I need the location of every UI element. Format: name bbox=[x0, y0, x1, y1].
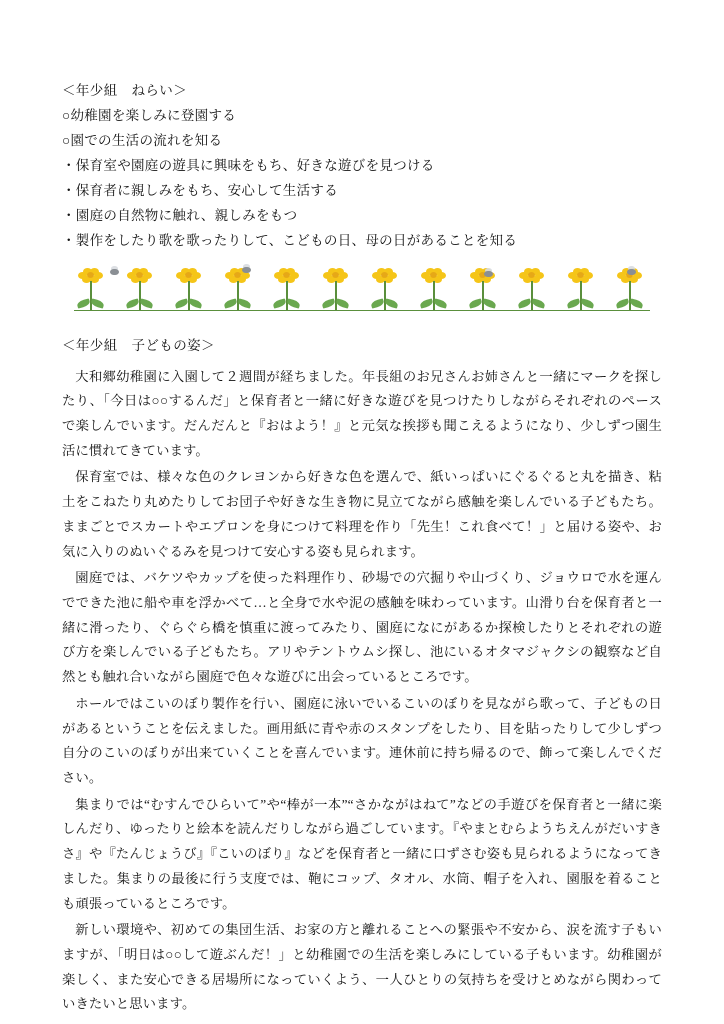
aims-section bbox=[62, 84, 662, 247]
bee-icon bbox=[482, 269, 495, 278]
flower-icon bbox=[74, 265, 108, 311]
flower-icon bbox=[123, 265, 157, 311]
children-section bbox=[62, 339, 662, 1017]
flower-icon bbox=[270, 265, 304, 311]
flower-icon bbox=[515, 265, 549, 311]
children-heading: ＜年少組 子どもの姿＞ bbox=[62, 338, 215, 353]
aims-item: ○園での生活の流れを知る bbox=[62, 132, 223, 148]
aims-item: ・製作をしたり歌を歌ったりして、こどもの日、母の日があることを知る bbox=[62, 232, 518, 248]
paragraph: 大和郷幼稚園に入園して２週間が経ちました。年長組のお兄さんお姉さんと一緒にマークを探したり、「今日は○○するんだ」と保育者と一緒に好きな遊びを見つけたりしながらそれぞれのペースで楽しんでいます。だんだんと『おはよう！』と元気な挨拶も聞こえるようになり、少しずつ園生活に慣れてきています。 bbox=[62, 368, 662, 458]
flower-icon bbox=[417, 265, 451, 311]
bee-icon bbox=[240, 265, 253, 274]
aims-item: ・保育室や園庭の遊具に興味をもち、好きな遊びを見つける bbox=[62, 157, 435, 173]
aims-heading: ＜年少組 ねらい＞ bbox=[62, 83, 188, 98]
paragraph: 新しい環境や、初めての集団生活、お家の方と離れることへの緊張や不安から、涙を流す子もいますが、「明日は○○して遊ぶんだ！」と幼稚園での生活を楽しみにしている子もいます。幼稚園が楽しく、また安心できる居場所になっていくよう、一人ひとりの気持ちを受けとめながら関わっていきたいと思います。 bbox=[62, 922, 662, 1012]
flower-divider-decoration bbox=[62, 261, 662, 323]
aims-item: ○幼稚園を楽しみに登園する bbox=[62, 107, 237, 123]
aims-item: ・保育者に親しみをもち、安心して生活する bbox=[62, 182, 338, 198]
flower-icon bbox=[172, 265, 206, 311]
flower-icon bbox=[368, 265, 402, 311]
paragraph: 園庭では、バケツやカップを使った料理作り、砂場での穴掘りや山づくり、ジョウロで水を運んでできた池に船や車を浮かべて…と全身で水や泥の感触を味わっています。山滑り台を保育者と一緒に滑ったり、ぐらぐら橋を慎重に渡ってみたり、園庭になにがあるか探検したりとそれぞれの遊び方を楽しんでいる子どもたち。アリやテントウムシ探し、池にいるオタマジャクシの観察など自然とも触れ合いながら園庭で色々な遊びに出会っているところです。 bbox=[62, 570, 662, 685]
paragraph: 集まりでは“むすんでひらいて”や“棒が一本”“さかながはねて”などの手遊びを保育者と一緒に楽しんだり、ゆったりと絵本を読んだりしながら過ごしています。『やまとむらようちえんがだいすきさ』や『たんじょうび』『こいのぼり』などを保育者と一緒に口ずさむ姿も見られるようになってきました。集まりの最後に行う支度では、鞄にコップ、タオル、水筒、帽子を入れ、園服を着ることも頑張っているところです。 bbox=[62, 796, 662, 911]
flower-icon bbox=[564, 265, 598, 311]
paragraph: ホールではこいのぼり製作を行い、園庭に泳いでいるこいのぼりを見ながら歌って、子どもの日があるということを伝えました。画用紙に青や赤のスタンプをしたり、目を貼ったりして少しずつ自分のこいのぼりが出来ていくことを喜んでいます。連休前に持ち帰るので、飾って楽しんでください。 bbox=[62, 695, 662, 785]
flower-icon bbox=[319, 265, 353, 311]
bee-icon bbox=[108, 267, 121, 276]
paragraph: 保育室では、様々な色のクレヨンから好きな色を選んで、紙いっぱいにぐるぐると丸を描き、粘土をこねたり丸めたりしてお団子や好きな生き物に見立てながら感触を楽しんでいる子どもたち。ままごとでスカートやエプロンを身につけて料理を作り「先生！これ食べて！」と届ける姿や、お気に入りのぬいぐるみを見つけて安心する姿も見られます。 bbox=[62, 469, 662, 559]
bee-icon bbox=[625, 267, 638, 276]
aims-item: ・園庭の自然物に触れ、親しみをもつ bbox=[62, 207, 298, 223]
